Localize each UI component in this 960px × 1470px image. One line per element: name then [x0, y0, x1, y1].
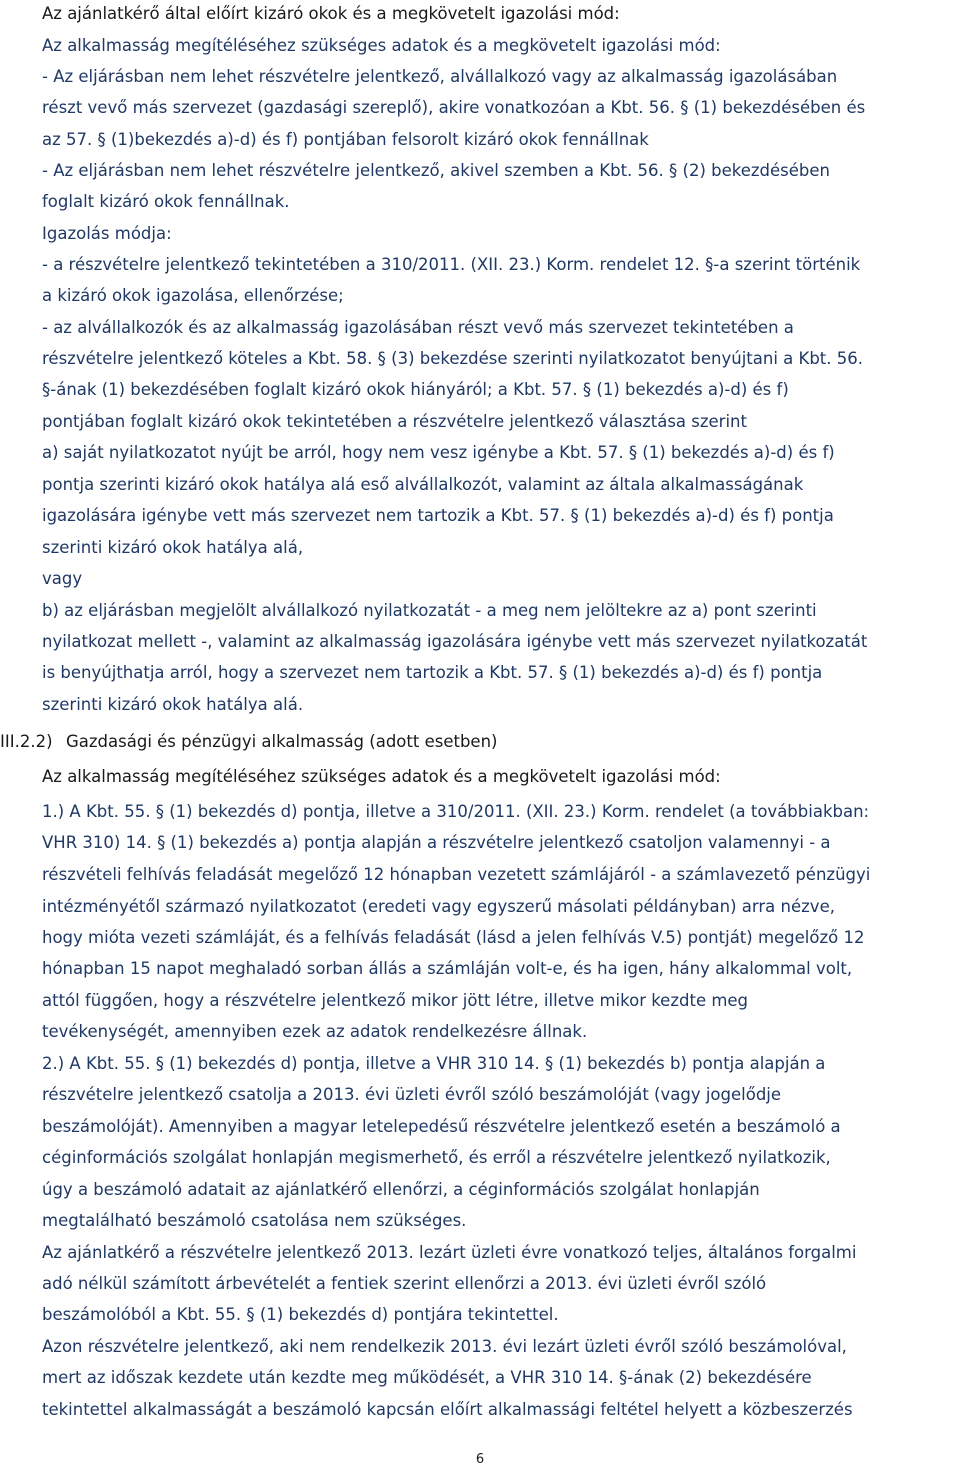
paragraph-line: mert az időszak kezdete után kezdte meg működését, a VHR 310 14. §-ának (2) bekezdésére — [42, 1368, 812, 1387]
paragraph-line: Azon részvételre jelentkező, aki nem rendelkezik 2013. évi lezárt üzleti évről szóló beszámolóval, — [42, 1337, 847, 1356]
section-heading: Az ajánlatkérő által előírt kizáró okok és a megkövetelt igazolási mód: — [42, 4, 620, 23]
paragraph-line: VHR 310) 14. § (1) bekezdés a) pontja alapján a részvételre jelentkező csatoljon valamennyi - a — [42, 833, 831, 852]
paragraph-line: intézményétől származó nyilatkozatot (eredeti vagy egyszerű másolati példányban) arra nézve, — [42, 897, 835, 916]
paragraph-line: megtalálható beszámoló csatolása nem szükséges. — [42, 1211, 467, 1230]
paragraph-line: beszámolóból a Kbt. 55. § (1) bekezdés d) pontjára tekintettel. — [42, 1305, 559, 1324]
paragraph-line: nyilatkozat mellett -, valamint az alkalmasság igazolására igénybe vett más szervezet nyilatkozatát — [42, 632, 868, 651]
paragraph-line: Az alkalmasság megítéléséhez szükséges adatok és a megkövetelt igazolási mód: — [42, 36, 721, 55]
paragraph-line: §-ának (1) bekezdésében foglalt kizáró okok hiányáról; a Kbt. 57. § (1) bekezdés a)-d) és f) — [42, 380, 789, 399]
section-number: III.2.2) — [0, 732, 53, 751]
paragraph-line: a kizáró okok igazolása, ellenőrzése; — [42, 286, 344, 305]
paragraph-line: részt vevő más szervezet (gazdasági szereplő), akire vonatkozóan a Kbt. 56. § (1) bekezdésében és — [42, 98, 866, 117]
paragraph-line: is benyújthatja arról, hogy a szervezet nem tartozik a Kbt. 57. § (1) bekezdés a)-d) és f) pontja — [42, 663, 823, 682]
paragraph-line: - a részvételre jelentkező tekintetében a 310/2011. (XII. 23.) Korm. rendelet 12. §-a szerint történik — [42, 255, 861, 274]
paragraph-line: attól függően, hogy a részvételre jelentkező mikor jött létre, illetve mikor kezdte meg — [42, 991, 749, 1010]
paragraph-line: pontjában foglalt kizáró okok tekintetében a részvételre jelentkező választása szerint — [42, 412, 747, 431]
paragraph-line: részvételre jelentkező csatolja a 2013. évi üzleti évről szóló beszámolóját (vagy jogelődje — [42, 1085, 782, 1104]
paragraph-line: részvételi felhívás feladását megelőző 12 hónapban vezetett számlájáról - a számlavezető pénzügyi — [42, 865, 871, 884]
paragraph-line: beszámolóját). Amennyiben a magyar letelepedésű részvételre jelentkező esetén a beszámoló a — [42, 1117, 841, 1136]
paragraph-line: foglalt kizáró okok fennállnak. — [42, 192, 290, 211]
paragraph-line: - Az eljárásban nem lehet részvételre jelentkező, akivel szemben a Kbt. 56. § (2) bekezdésében — [42, 161, 830, 180]
page-number: 6 — [475, 1452, 485, 1467]
paragraph-line: igazolására igénybe vett más szervezet nem tartozik a Kbt. 57. § (1) bekezdés a)-d) és f) pontja — [42, 506, 834, 525]
paragraph-line: az 57. § (1)bekezdés a)-d) és f) pontjában felsorolt kizáró okok fennállnak — [42, 130, 649, 149]
paragraph-line: hogy mióta vezeti számláját, és a felhívás feladását (lásd a jelen felhívás V.5) pontját) megelőző 12 — [42, 928, 865, 947]
paragraph-line: szerinti kizáró okok hatálya alá, — [42, 538, 304, 557]
paragraph-line: - Az eljárásban nem lehet részvételre jelentkező, alvállalkozó vagy az alkalmasság igazolásában — [42, 67, 838, 86]
paragraph-line: céginformációs szolgálat honlapján megismerhető, és erről a részvételre jelentkező nyilatkozik, — [42, 1148, 831, 1167]
paragraph-line: tevékenységét, amennyiben ezek az adatok rendelkezésre állnak. — [42, 1022, 588, 1041]
paragraph-line: a) saját nyilatkozatot nyújt be arról, hogy nem vesz igénybe a Kbt. 57. § (1) bekezdés a)-d) és f) — [42, 443, 835, 462]
paragraph-line: hónapban 15 napot meghaladó sorban állás a számláján volt-e, és ha igen, hány alkalommal volt, — [42, 959, 853, 978]
paragraph-line: 1.) A Kbt. 55. § (1) bekezdés d) pontja, illetve a 310/2011. (XII. 23.) Korm. rendelet (a továbbiakban: — [42, 802, 870, 821]
paragraph-line: adó nélkül számított árbevételét a fentiek szerint ellenőrzi a 2013. évi üzleti évről szóló — [42, 1274, 767, 1293]
paragraph-line: vagy — [42, 569, 83, 588]
paragraph-line: - az alvállalkozók és az alkalmasság igazolásában részt vevő más szervezet tekintetében a — [42, 318, 794, 337]
paragraph-line: részvételre jelentkező köteles a Kbt. 58. § (3) bekezdése szerinti nyilatkozatot benyújtani a Kbt. 56. — [42, 349, 863, 368]
paragraph-line: Az ajánlatkérő a részvételre jelentkező 2013. lezárt üzleti évre vonatkozó teljes, általános forgalmi — [42, 1243, 857, 1262]
paragraph-line: tekintettel alkalmasságát a beszámoló kapcsán előírt alkalmassági feltétel helyett a közbeszerzés — [42, 1400, 853, 1419]
paragraph-line: 2.) A Kbt. 55. § (1) bekezdés d) pontja, illetve a VHR 310 14. § (1) bekezdés b) pontja alapján a — [42, 1054, 826, 1073]
paragraph-line: szerinti kizáró okok hatálya alá. — [42, 695, 304, 714]
subsection-heading: Az alkalmasság megítéléséhez szükséges adatok és a megkövetelt igazolási mód: — [42, 767, 721, 786]
paragraph-line: b) az eljárásban megjelölt alvállalkozó nyilatkozatát - a meg nem jelöltekre az a) pont szerinti — [42, 601, 817, 620]
paragraph-line: úgy a beszámoló adatait az ajánlatkérő ellenőrzi, a céginformációs szolgálat honlapján — [42, 1180, 760, 1199]
paragraph-line: pontja szerinti kizáró okok hatálya alá eső alvállalkozót, valamint az általa alkalmasságának — [42, 475, 804, 494]
section-title: Gazdasági és pénzügyi alkalmasság (adott esetben) — [66, 732, 498, 751]
paragraph-line: Igazolás módja: — [42, 224, 172, 243]
